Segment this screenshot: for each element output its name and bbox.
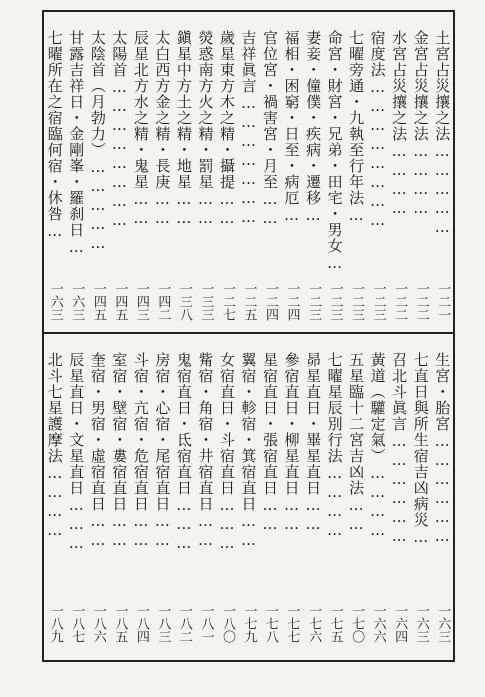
toc-entry-page-number: 一八七 bbox=[69, 604, 85, 643]
toc-entry-page-number: 一二二 bbox=[392, 282, 408, 321]
toc-entry-page-number: 一二五 bbox=[241, 282, 257, 321]
toc-entry-page-number: 一六四 bbox=[392, 604, 408, 643]
toc-entry-page-number: 一四二 bbox=[155, 282, 171, 321]
toc-entry bbox=[304, 334, 322, 660]
toc-entry-title: 召北斗眞言……………… bbox=[390, 352, 409, 546]
toc-entry-title: 七直日與所生宿吉凶病災… bbox=[411, 352, 430, 547]
toc-entry-page-number: 一七九 bbox=[241, 604, 257, 643]
toc-entry bbox=[412, 334, 430, 660]
toc-entry bbox=[390, 12, 408, 332]
toc-entry-title: 宿度法…………………… bbox=[368, 30, 387, 230]
toc-entry-title: 五星臨十二宮吉凶法…… bbox=[347, 352, 366, 534]
toc-entry bbox=[326, 12, 344, 332]
toc-entry bbox=[218, 12, 236, 332]
toc-entry-page-number: 一六三 bbox=[47, 282, 63, 321]
toc-entry bbox=[369, 334, 387, 660]
toc-entry-page-number: 一六三 bbox=[69, 282, 85, 321]
toc-entry-page-number: 一四五 bbox=[90, 282, 106, 321]
toc-entry bbox=[153, 12, 171, 332]
toc-entry-title: 土宮占災攘之法…………… bbox=[433, 30, 452, 237]
toc-entry bbox=[261, 12, 279, 332]
toc-entry-title: 房宿・心宿・尾宿直日…… bbox=[153, 352, 172, 550]
toc-entry bbox=[175, 334, 193, 660]
toc-entry-page-number: 一三三 bbox=[198, 282, 214, 321]
toc-entry-page-number: 一八一 bbox=[198, 604, 214, 643]
toc-entry-page-number: 一八四 bbox=[133, 604, 149, 643]
toc-entry bbox=[412, 12, 430, 332]
toc-entry bbox=[390, 334, 408, 660]
toc-entry-title: 室宿・壁宿・婁宿直日…… bbox=[110, 352, 129, 550]
toc-upper-block bbox=[44, 12, 453, 332]
toc-entry bbox=[347, 12, 365, 332]
toc-lower-block bbox=[44, 334, 453, 660]
toc-entry-title: 鎭星中方土之精・地星…… bbox=[174, 30, 193, 228]
toc-entry bbox=[304, 12, 322, 332]
toc-entry bbox=[347, 334, 365, 660]
toc-entry-title: 辰星北方水之精・鬼星…… bbox=[131, 30, 150, 228]
toc-entry-title: 鬼宿直日・氐宿直日……… bbox=[174, 352, 193, 553]
toc-entry-page-number: 一三八 bbox=[176, 282, 192, 321]
toc-entry bbox=[283, 334, 301, 660]
toc-entry-title: 奎宿・男宿・虛宿直日…… bbox=[88, 352, 107, 550]
toc-entry bbox=[132, 334, 150, 660]
toc-entry-page-number: 一二四 bbox=[263, 282, 279, 321]
toc-entry-page-number: 一六六 bbox=[370, 604, 386, 643]
toc-entry bbox=[46, 334, 64, 660]
toc-entry-page-number: 一八三 bbox=[155, 604, 171, 643]
toc-entry bbox=[196, 12, 214, 332]
toc-entry-title: 命宮・財宮・兄弟・田宅・男女… bbox=[325, 30, 344, 273]
toc-entry-title: 七曜星辰別行法………… bbox=[325, 352, 344, 540]
toc-entry bbox=[89, 334, 107, 660]
toc-entry-page-number: 一八二 bbox=[176, 604, 192, 643]
toc-entry bbox=[132, 12, 150, 332]
toc-entry-title: 甘露吉祥日・金剛峯・羅刹日… bbox=[67, 30, 86, 257]
toc-entry-title: 觜宿・角宿・井宿直日…… bbox=[196, 352, 215, 550]
toc-entry-page-number: 一二二 bbox=[413, 282, 429, 321]
toc-entry-title: 七曜所在之宿臨何宿・休咎… bbox=[45, 30, 64, 241]
toc-entry-title: 昴星直日・畢星直日…… bbox=[304, 352, 323, 534]
toc-entry-page-number: 一二四 bbox=[284, 282, 300, 321]
toc-entry bbox=[89, 12, 107, 332]
toc-entry-page-number: 一八五 bbox=[112, 604, 128, 643]
toc-entry-page-number: 一七〇 bbox=[349, 604, 365, 643]
toc-entry-page-number: 一八六 bbox=[90, 604, 106, 643]
toc-entry-page-number: 一四五 bbox=[112, 282, 128, 321]
toc-entry-title: 金宮占災攘之法………… bbox=[411, 30, 430, 218]
toc-entry-title: 參宿直日・柳星直日…… bbox=[282, 352, 301, 534]
toc-entry-title: 福相・困窮・日至・病厄… bbox=[282, 30, 301, 225]
toc-entry-title: 妻妾・僮僕・疾病・遷移… bbox=[304, 30, 323, 225]
toc-entry bbox=[218, 334, 236, 660]
toc-entry-title: 生宮・胎宮……………… bbox=[433, 352, 452, 546]
toc-entry-page-number: 一八〇 bbox=[219, 604, 235, 643]
toc-entry-title: 翼宿・軫宿・箕宿直日…… bbox=[239, 352, 258, 550]
toc-entry-page-number: 一六三 bbox=[413, 604, 429, 643]
toc-entry-page-number: 一七八 bbox=[263, 604, 279, 643]
toc-entry bbox=[110, 334, 128, 660]
toc-entry bbox=[153, 334, 171, 660]
toc-entry-page-number: 一二三 bbox=[349, 282, 365, 321]
toc-entry-page-number: 一七六 bbox=[306, 604, 322, 643]
toc-entry bbox=[369, 12, 387, 332]
toc-entry-title: 北斗七星護摩法………… bbox=[45, 352, 64, 540]
toc-entry bbox=[196, 334, 214, 660]
toc-entry-title: 太白西方金之精・長庚…… bbox=[153, 30, 172, 228]
toc-entry-page-number: 一二一 bbox=[435, 282, 451, 321]
toc-entry-page-number: 一四三 bbox=[133, 282, 149, 321]
toc-entry-page-number: 一七七 bbox=[284, 604, 300, 643]
toc-entry-page-number: 一二三 bbox=[306, 282, 322, 321]
toc-entry-title: 太陽首…………………… bbox=[110, 30, 129, 230]
toc-entry-title: 斗宿・亢宿・危宿直日…… bbox=[131, 352, 150, 550]
toc-entry-title: 吉祥眞言………………… bbox=[239, 30, 258, 227]
toc-entry-page-number: 一二七 bbox=[219, 282, 235, 321]
toc-entry bbox=[46, 12, 64, 332]
toc-entry-page-number: 一六三 bbox=[435, 604, 451, 643]
toc-entry bbox=[433, 334, 451, 660]
toc-entry-title: 太陰首（月勃力）…………… bbox=[88, 30, 107, 253]
toc-entry-page-number: 一七五 bbox=[327, 604, 343, 643]
toc-entry bbox=[67, 334, 85, 660]
toc-entry bbox=[283, 12, 301, 332]
toc-entry-title: 星宿直日・張宿直日…… bbox=[261, 352, 280, 534]
toc-entry-title: 歲星東方木之精・攝提…… bbox=[217, 30, 236, 228]
toc-entry-title: 辰星直日・文星直日……… bbox=[67, 352, 86, 553]
toc-entry-title: 女宿直日・斗宿直日……… bbox=[217, 352, 236, 553]
toc-entry-title: 官位宮・禍害宮・月至…… bbox=[261, 30, 280, 228]
toc-entry bbox=[240, 334, 258, 660]
toc-entry bbox=[110, 12, 128, 332]
toc-entry bbox=[67, 12, 85, 332]
toc-entry-title: 水宮占災攘之法………… bbox=[390, 30, 409, 218]
toc-entry bbox=[433, 12, 451, 332]
toc-entry-title: 黃道（驩定氣）………… bbox=[368, 352, 387, 540]
toc-entry bbox=[261, 334, 279, 660]
toc-entry-title: 熒惑南方火之精・罰星…… bbox=[196, 30, 215, 228]
toc-entry-page-number: 一二三 bbox=[327, 282, 343, 321]
toc-entry bbox=[175, 12, 193, 332]
toc-entry bbox=[326, 334, 344, 660]
toc-entry-title: 七曜旁通・九執至行年法… bbox=[347, 30, 366, 225]
toc-entry bbox=[240, 12, 258, 332]
toc-entry-page-number: 一二三 bbox=[370, 282, 386, 321]
toc-entry-page-number: 一八九 bbox=[47, 604, 63, 643]
